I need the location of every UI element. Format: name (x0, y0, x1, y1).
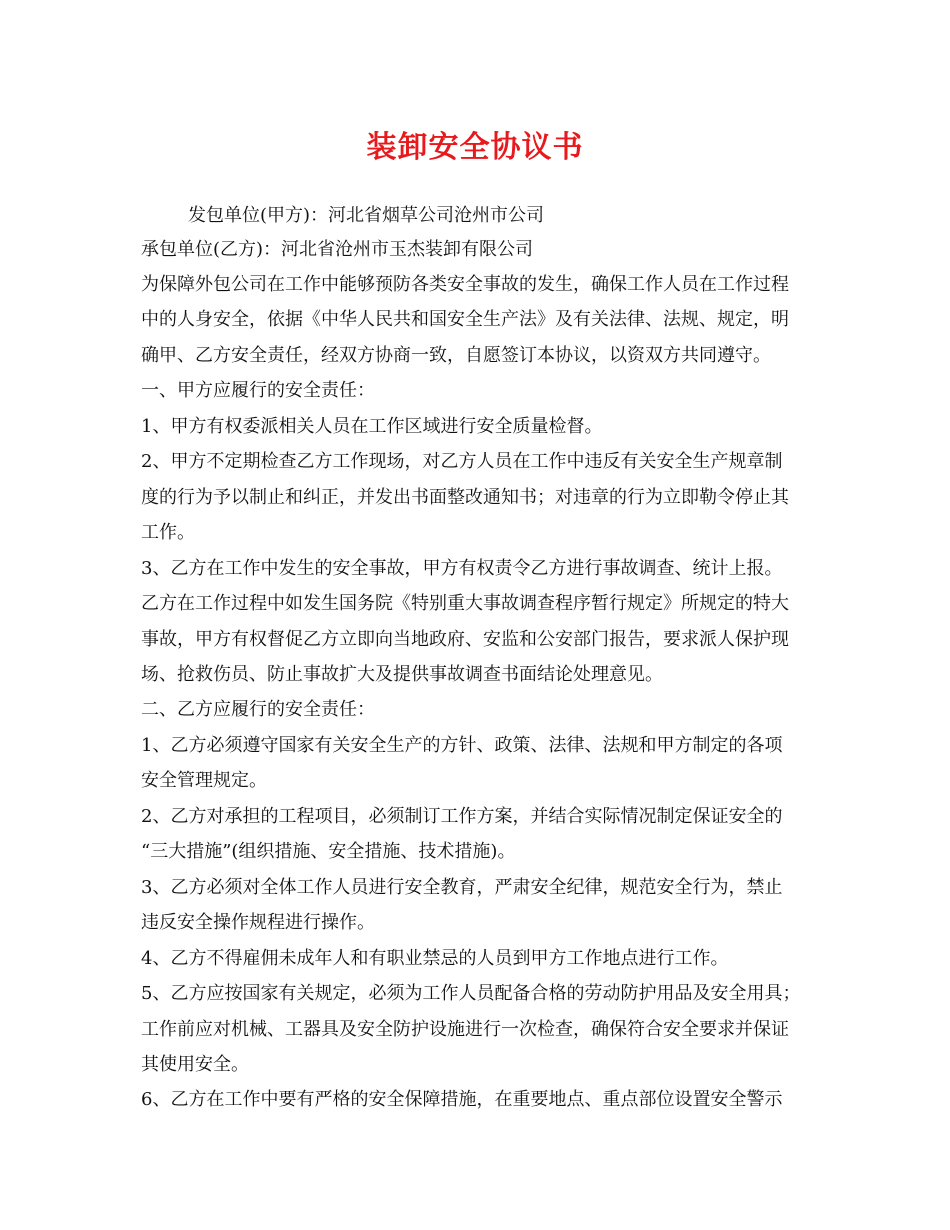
text-line: “三大措施”(组织措施、安全措施、技术措施)。 (141, 841, 516, 862)
document-title: 装卸安全协议书 (366, 130, 584, 165)
section-heading: 二、乙方应履行的安全责任： (141, 699, 375, 720)
text-line: 3、乙方在工作中发生的安全事故，甲方有权责令乙方进行事故调查、统计上报。 (141, 558, 783, 579)
text-line: 6、乙方在工作中要有严格的安全保障措施，在重要地点、重点部位设置安全警示 (141, 1089, 783, 1110)
text-line: 5、乙方应按国家有关规定，必须为工作人员配备合格的劳动防护用品及安全用具； (141, 983, 801, 1004)
text-line: 发包单位(甲方)：河北省烟草公司沧州市公司 (188, 205, 545, 226)
text-line: 3、乙方必须对全体工作人员进行安全教育，严肃安全纪律，规范安全行为，禁止 (141, 877, 783, 898)
text-line: 2、乙方对承担的工程项目，必须制订工作方案，并结合实际情况制定保证安全的 (141, 806, 783, 827)
text-line: 乙方在工作过程中如发生国务院《特别重大事故调查程序暂行规定》所规定的特大 (141, 593, 789, 614)
text-line: 工作。 (141, 522, 195, 543)
text-line: 1、乙方必须遵守国家有关安全生产的方针、政策、法律、法规和甲方制定的各项 (141, 735, 783, 756)
text-line: 1、甲方有权委派相关人员在工作区域进行安全质量检督。 (141, 416, 603, 437)
text-line: 工作前应对机械、工器具及安全防护设施进行一次检查，确保符合安全要求并保证 (141, 1019, 789, 1040)
text-line: 事故，甲方有权督促乙方立即向当地政府、安监和公安部门报告，要求派人保护现 (141, 629, 789, 650)
text-line: 中的人身安全，依据《中华人民共和国安全生产法》及有关法律、法规、规定，明 (141, 309, 789, 330)
text-line: 场、抢救伤员、防止事故扩大及提供事故调查书面结论处理意见。 (141, 664, 663, 685)
text-line: 其使用安全。 (141, 1054, 249, 1075)
text-line: 2、甲方不定期检查乙方工作现场，对乙方人员在工作中违反有关安全生产规章制 (141, 451, 783, 472)
text-line: 为保障外包公司在工作中能够预防各类安全事故的发生，确保工作人员在工作过程 (141, 274, 789, 295)
text-line: 违反安全操作规程进行操作。 (141, 912, 375, 933)
section-heading: 一、甲方应履行的安全责任： (141, 380, 375, 401)
text-line: 承包单位(乙方)：河北省沧州市玉杰装卸有限公司 (141, 239, 534, 260)
text-line: 确甲、乙方安全责任，经双方协商一致，自愿签订本协议，以资双方共同遵守。 (141, 345, 771, 366)
text-line: 4、乙方不得雇佣未成年人和有职业禁忌的人员到甲方工作地点进行工作。 (141, 948, 729, 969)
text-line: 安全管理规定。 (141, 770, 267, 791)
text-line: 度的行为予以制止和纠正，并发出书面整改通知书；对违章的行为立即勒令停止其 (141, 487, 789, 508)
